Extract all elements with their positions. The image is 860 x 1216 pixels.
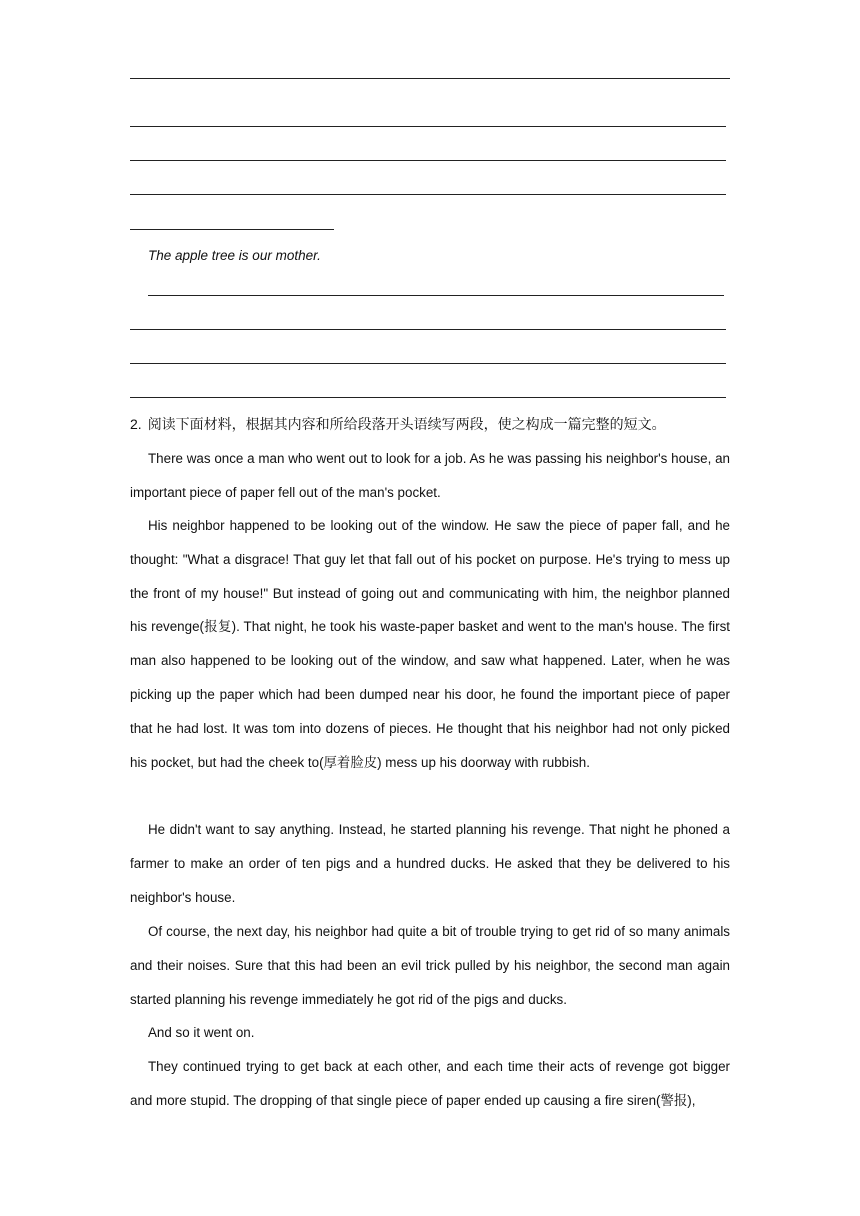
passage-paragraph: His neighbor happened to be looking out of the window. He saw the piece of paper fall, and he thought: "What a disgrace! That guy let that fall out of his pocket on purpose. He's trying to mess up the front of my house!" But instead of going out and communicating with him, the neighbor planned his revenge(报复). That night, he took his waste-paper basket and went to the man's house. The first man also happened to be looking out of the window, and saw what happened. Later, when he was picking up the paper which had been dumped near his door, he found the important piece of paper that he had lost. It was tom into dozens of pieces. He thought that his neighbor had not only picked his pocket, but had the cheek to(厚着脸皮) mess up his doorway with rubbish. (130, 518, 730, 770)
writing-line (130, 126, 726, 127)
passage-paragraph: Of course, the next day, his neighbor had quite a bit of trouble trying to get rid of so many animals and their noises. Sure that this had been an evil trick pulled by his neighbor, the second man again started planning his revenge immediately he got rid of the pigs and ducks. (130, 924, 730, 1007)
passage-paragraph: And so it went on. (148, 1025, 255, 1040)
question-instruction: 阅读下面材料，根据其内容和所给段落开头语续写两段，使之构成一篇完整的短文。 (147, 417, 666, 433)
passage-paragraph: There was once a man who went out to look for a job. As he was passing his neighbor's house, an important piece of paper fell out of the man's pocket. (130, 451, 730, 500)
passage-paragraph: He didn't want to say anything. Instead, he started planning his revenge. That night he phoned a farmer to make an order of ten pigs and a hundred ducks. He asked that they be delivered to his neighbor's house. (130, 822, 730, 905)
writing-line (130, 329, 726, 330)
writing-line (130, 194, 726, 195)
writing-line (130, 397, 726, 398)
passage-paragraph: They continued trying to get back at each other, and each time their acts of revenge got bigger and more stupid. The dropping of that single piece of paper ended up causing a fire siren(警报), (130, 1059, 730, 1108)
writing-line (148, 295, 724, 296)
question-number: 2. (130, 416, 142, 432)
writing-line (130, 78, 730, 79)
writing-line (130, 160, 726, 161)
writing-line (130, 363, 726, 364)
paragraph-opening-line: The apple tree is our mother. (148, 248, 321, 263)
writing-line (130, 229, 334, 230)
question-heading (130, 415, 666, 434)
